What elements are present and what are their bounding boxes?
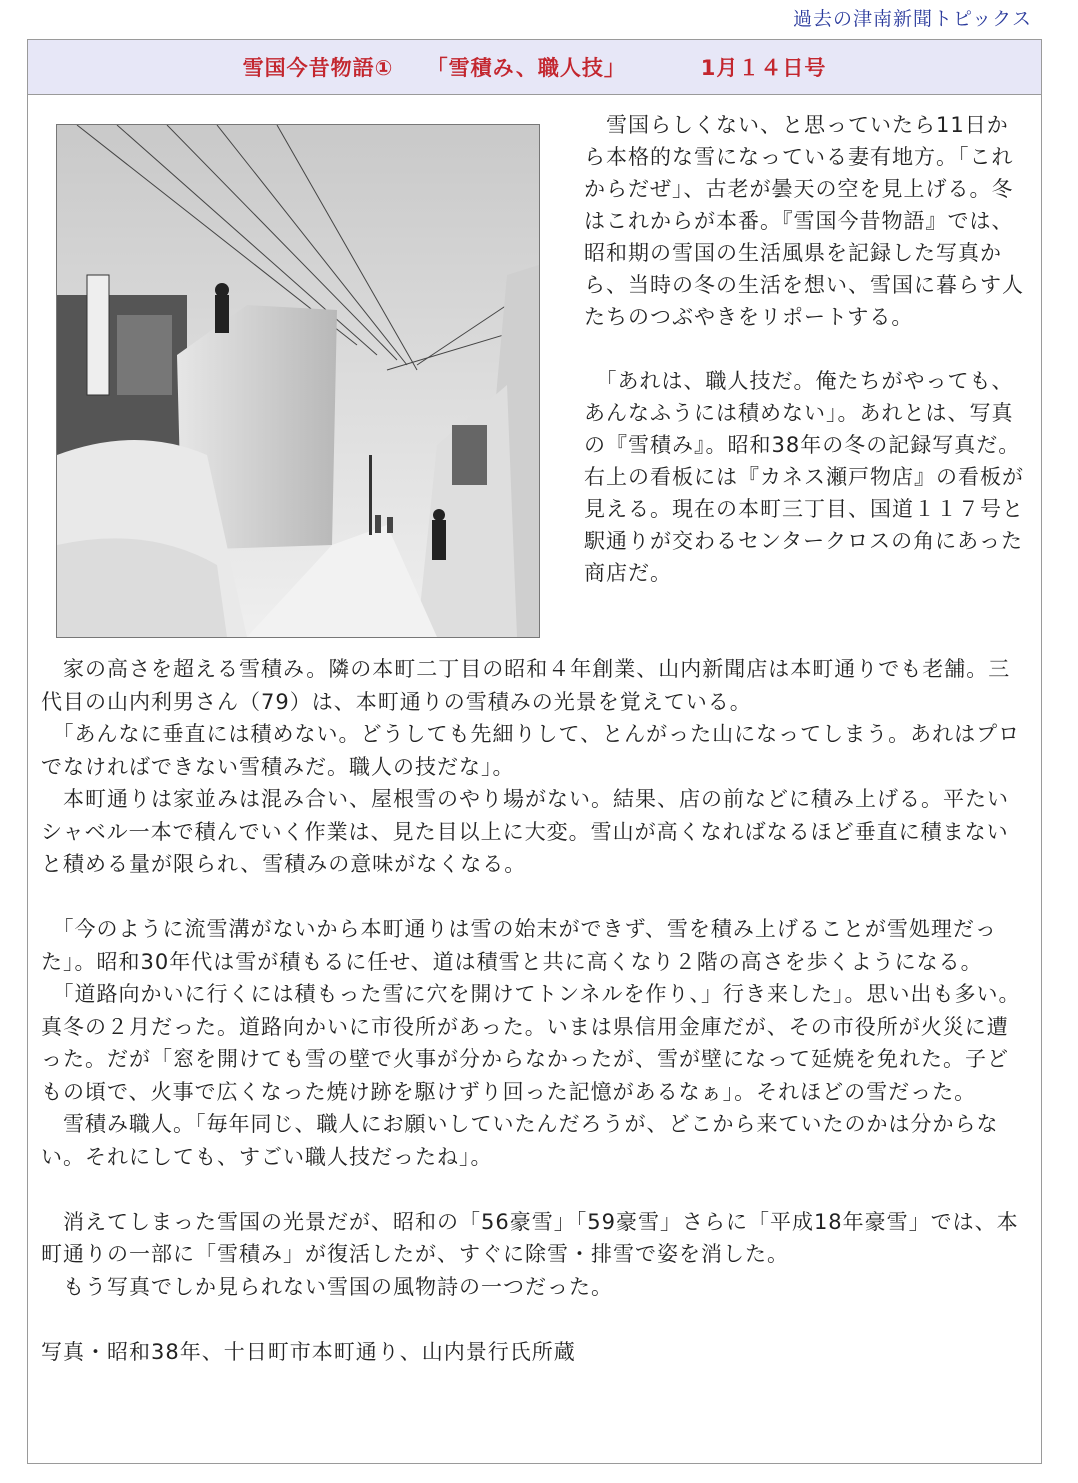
body-paragraph: 家の高さを超える雪積み。隣の本町二丁目の昭和４年創業、山内新聞店は本町通りでも老舗。三代目の山内利男さん（79）は、本町通りの雪積みの光景を覚えている。	[41, 657, 1011, 714]
body-paragraph: 「あんなに垂直には積めない。どうしても先細りして、とんがった山になってしまう。あれはプロでなければできない雪積みだ。職人の技だな」。	[41, 722, 1021, 779]
body-paragraph: 「道路向かいに行くには積もった雪に穴を開けてトンネルを作り、」行き来した」。思い出も多い。真冬の２月だった。道路向かいに市役所があった。いまは県信用金庫だが、その市役所が火災に遭った。だが「窓を開けても雪の壁で火事が分からなかったが、雪が壁になって延焼を免れた。子どもの頃で、火事で広くなった焼け跡を駆けずり回った記憶があるなぁ」。それほどの雪だった。	[41, 982, 1021, 1104]
body-paragraph: 消えてしまった雪国の光景だが、昭和の「56豪雪」「59豪雪」さらに「平成18年豪雪」では、本町通りの一部に「雪積み」が復活したが、すぐに除雪・排雪で姿を消した。	[41, 1209, 1019, 1266]
intro-paragraph: 雪国らしくない、と思っていたら11日から本格的な雪になっている妻有地方。「これからだぜ」、古老が曇天の空を見上げる。冬はこれからが本番。『雪国今昔物語』では、昭和期の雪国の生活風県を記録した写真から、当時の冬の生活を想い、雪国に暮らす人たちのつぶやきをリポートする。	[584, 113, 1024, 329]
issue-date: 1月１４日号	[700, 56, 827, 80]
past-topics-link[interactable]: 過去の津南新聞トピックス	[792, 8, 1032, 30]
series-title: 雪国今昔物語①	[242, 56, 394, 80]
body-paragraph: 「今のように流雪溝がないから本町通りは雪の始末ができず、雪を積み上げることが雪処理だった」。昭和30年代は雪が積もるに任せ、道は積雪と共に高くなり２階の高さを歩くようになる。	[41, 917, 997, 974]
article-frame	[27, 39, 1042, 1464]
article-headline: 「雪積み、職人技」	[426, 56, 626, 80]
body-paragraph: 本町通りは家並みは混み合い、屋根雪のやり場がない。結果、店の前などに積み上げる。平たいシャベル一本で積んでいく作業は、見た目以上に大変。雪山が高くなればなるほど垂直に積まないと積める量が限られ、雪積みの意味がなくなる。	[41, 787, 1009, 876]
body-paragraph: 雪積み職人。「毎年同じ、職人にお願いしていたんだろうが、どこから来ていたのかは分からない。それにしても、すごい職人技だったね」。	[41, 1112, 999, 1169]
article-title-bar	[28, 40, 1041, 95]
photo-caption: 写真・昭和38年、十日町市本町通り、山内景行氏所蔵	[41, 1339, 576, 1364]
article-photo	[56, 124, 540, 638]
intro-paragraph: 「あれは、職人技だ。俺たちがやっても、あんなふうには積めない」。あれとは、写真の『雪積み』。昭和38年の冬の記録写真だ。右上の看板には『カネス瀬戸物店』の看板が見える。現在の本町三丁目、国道１１７号と駅通りが交わるセンタークロスの角にあった商店だ。	[584, 369, 1024, 585]
main-text	[41, 653, 1026, 1368]
intro-text	[584, 109, 1024, 589]
body-paragraph: もう写真でしか見られない雪国の風物詩の一つだった。	[41, 1274, 613, 1299]
